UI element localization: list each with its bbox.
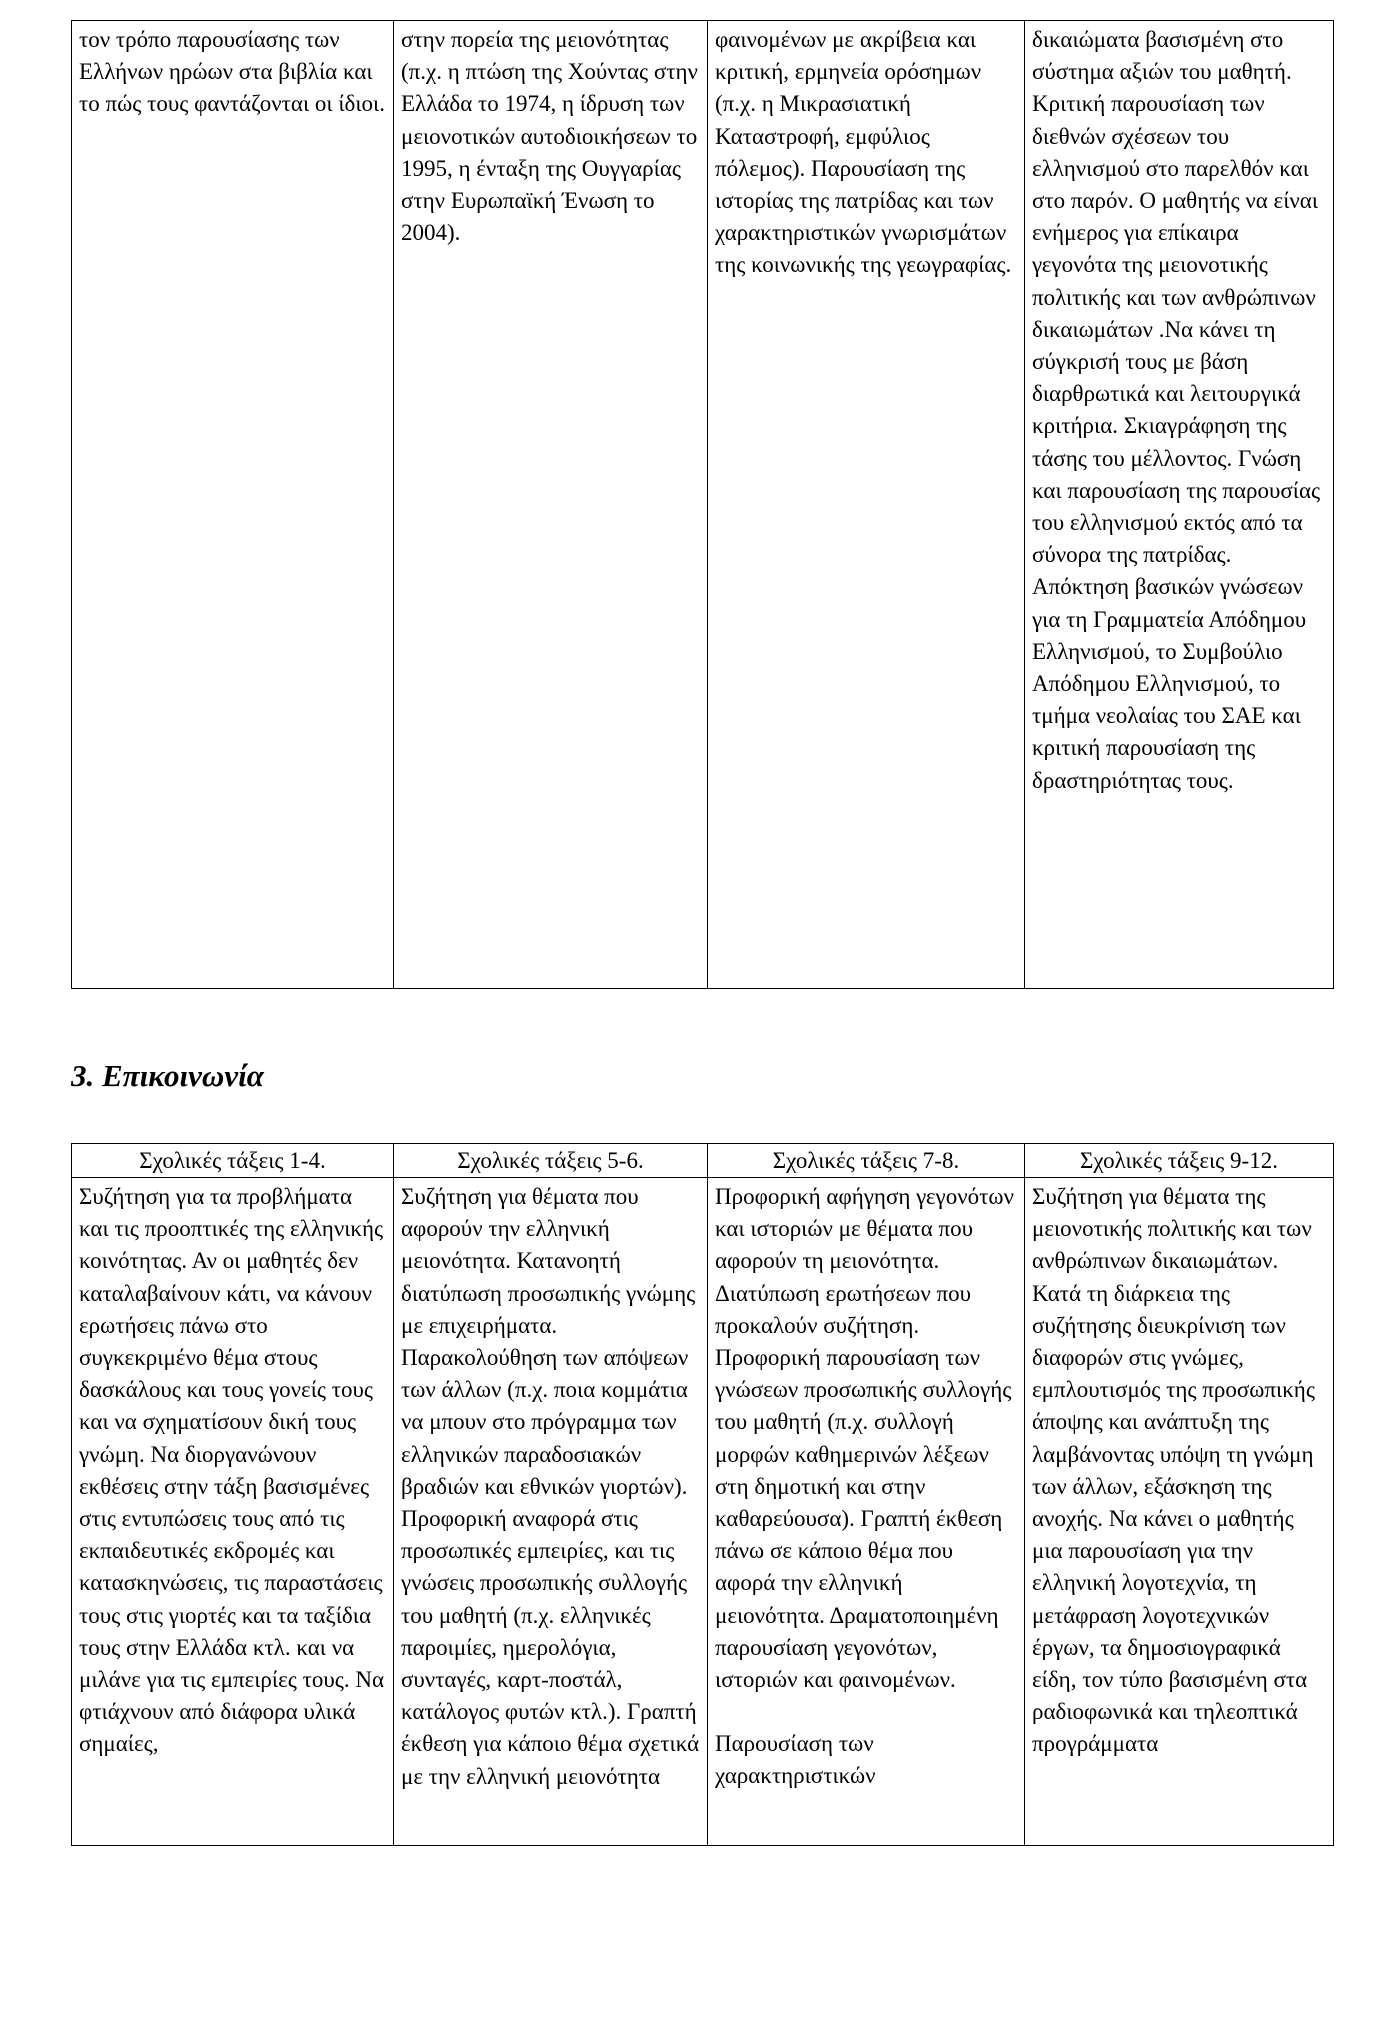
- communication-table: [71, 1143, 1334, 1846]
- cell-text: Συζήτηση για τα προβλήματα και τις προοπτικές της ελληνικής κοινότητας. Αν οι μαθητές δεν καταλαβαίνουν κάτι, να κάνουν ερωτήσεις πάνω στο συγκεκριμένο θέμα στους δασκάλους και τους γονείς τους και να σχηματίσουν δική τους γνώμη. Να διοργανώνουν εκθέσεις στην τάξη βασισμένες στις εντυπώσεις τους από τις εκπαιδευτικές εκδρομές και κατασκηνώσεις, τις παραστάσεις τους στις γιορτές και τα ταξίδια τους στην Ελλάδα κτλ. και να μιλάνε για τις εμπειρίες τους. Να φτιάχνουν από διάφορα υλικά σημαίες,: [79, 1184, 384, 1757]
- column-header: Σχολικές τάξεις 7-8.: [708, 1144, 1025, 1178]
- table-cell: τον τρόπο παρουσίασης των Ελλήνων ηρώων στα βιβλία και το πώς τους φαντάζονται οι ίδιοι.: [72, 21, 394, 989]
- table-cell: [1025, 1178, 1334, 1846]
- cell-text: Συζήτηση για θέματα της μειονοτικής πολιτικής και των ανθρώπινων δικαιωμάτων. Κατά τη διάρκεια της συζήτησης διευκρίνιση των διαφορών στις γνώμες, εμπλουτισμός της προσωπικής άποψης και ανάπτυξη της λαμβάνοντας υπόψη τη γνώμη των άλλων, εξάσκηση της ανοχής. Να κάνει ο μαθητής μια παρουσίαση για την ελληνική λογοτεχνία, τη μετάφραση λογοτεχνικών έργων, τα δημοσιογραφικά είδη, τον τύπο βασισμένη στα ραδιοφωνικά και τηλεοπτικά προγράμματα: [1032, 1184, 1315, 1757]
- cell-text-continuation: Παρουσίαση των χαρακτηριστικών: [715, 1731, 876, 1789]
- table-cell: [708, 1178, 1025, 1846]
- table-row: [72, 1178, 1334, 1846]
- table-cell: φαινομένων με ακρίβεια και κριτική, ερμηνεία ορόσημων (π.χ. η Μικρασιατική Καταστροφή, εμφύλιος πόλεμος). Παρουσίαση της ιστορίας της πατρίδας και των χαρακτηριστικών γνωρισμάτων της κοινωνικής της γεωγραφίας.: [708, 21, 1025, 989]
- table-cell: [394, 1178, 708, 1846]
- column-header: Σχολικές τάξεις 5-6.: [394, 1144, 708, 1178]
- cell-text: Συζήτηση για θέματα που αφορούν την ελληνική μειονότητα. Κατανοητή διατύπωση προσωπικής γνώμης με επιχειρήματα. Παρακολούθηση των απόψεων των άλλων (π.χ. ποια κομμάτια να μπουν στο πρόγραμμα των ελληνικών παραδοσιακών βραδιών και εθνικών γιορτών). Προφορική αναφορά στις προσωπικές εμπειρίες, και τις γνώσεις προσωπικής συλλογής του μαθητή (π.χ. ελληνικές παροιμίες, ημερολόγια, συνταγές, καρτ-ποστάλ, κατάλογος φυτών κτλ.). Γραπτή έκθεση για κάποιο θέμα σχετικά με την ελληνική μειονότητα: [401, 1184, 700, 1789]
- continued-table: [71, 20, 1334, 989]
- paragraph-gap: [715, 1696, 1018, 1728]
- section-heading: 3. Επικοινωνία: [71, 1058, 264, 1093]
- column-header: Σχολικές τάξεις 1-4.: [72, 1144, 394, 1178]
- column-header: Σχολικές τάξεις 9-12.: [1025, 1144, 1334, 1178]
- table-header-row: [72, 1144, 1334, 1178]
- table-cell: [72, 1178, 394, 1846]
- table-row: [72, 21, 1334, 989]
- table-cell: δικαιώματα βασισμένη στο σύστημα αξιών του μαθητή. Κριτική παρουσίαση των διεθνών σχέσεων του ελληνισμού στο παρελθόν και στο παρόν. Ο μαθητής να είναι ενήμερος για επίκαιρα γεγονότα της μειονοτικής πολιτικής και των ανθρώπινων δικαιωμάτων .Να κάνει τη σύγκρισή τους με βάση διαρθρωτικά και λειτουργικά κριτήρια. Σκιαγράφηση της τάσης του μέλλοντος. Γνώση και παρουσίαση της παρουσίας του ελληνισμού εκτός από τα σύνορα της πατρίδας. Απόκτηση βασικών γνώσεων για τη Γραμματεία Απόδημου Ελληνισμού, το Συμβούλιο Απόδημου Ελληνισμού, το τμήμα νεολαίας του ΣΑΕ και κριτική παρουσίαση της δραστηριότητας τους.: [1025, 21, 1334, 989]
- table-cell: στην πορεία της μειονότητας (π.χ. η πτώση της Χούντας στην Ελλάδα το 1974, η ίδρυση των μειονοτικών αυτοδιοικήσεων το 1995, η ένταξη της Ουγγαρίας στην Ευρωπαϊκή Ένωση το 2004).: [394, 21, 708, 989]
- cell-text: Προφορική αφήγηση γεγονότων και ιστοριών με θέματα που αφορούν τη μειονότητα. Διατύπωση ερωτήσεων που προκαλούν συζήτηση. Προφορική παρουσίαση των γνώσεων προσωπικής συλλογής του μαθητή (π.χ. συλλογή μορφών καθημερινών λέξεων στη δημοτική και στην καθαρεύουσα). Γραπτή έκθεση πάνω σε κάποιο θέμα που αφορά την ελληνική μειονότητα. Δραματοποιημένη παρουσίαση γεγονότων, ιστοριών και φαινομένων.: [715, 1184, 1014, 1693]
